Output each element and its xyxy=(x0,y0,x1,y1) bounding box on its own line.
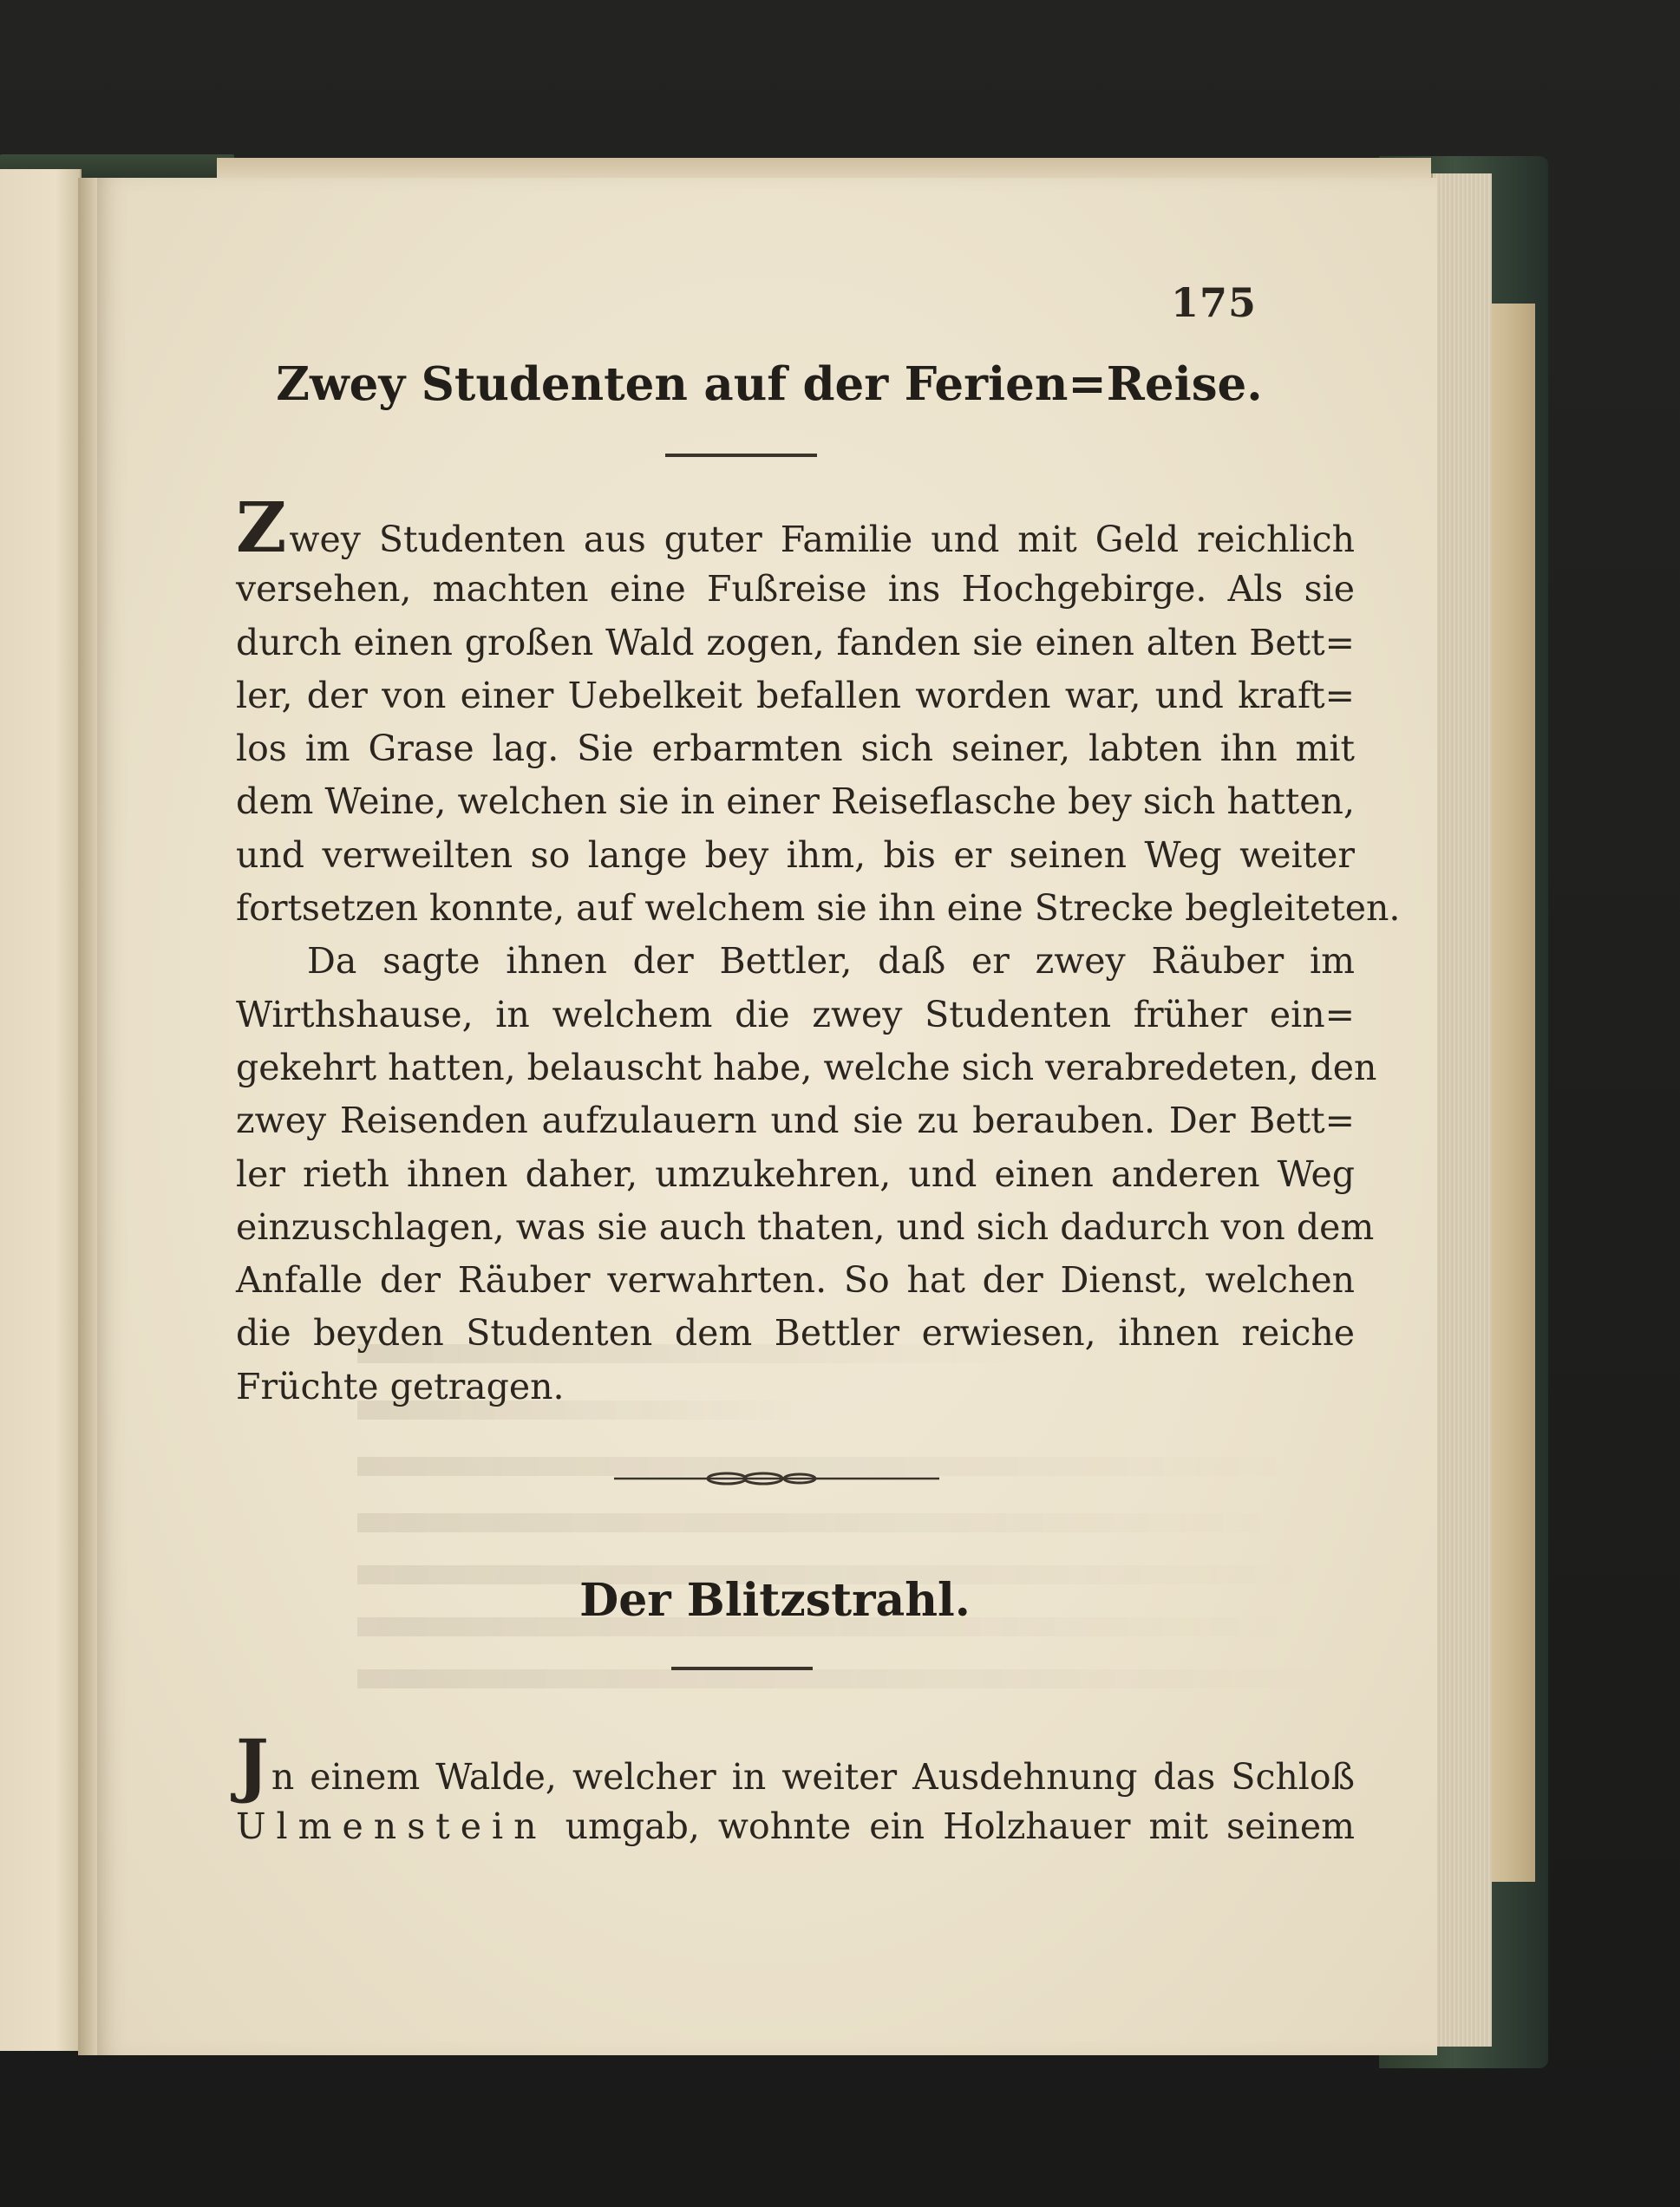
text-line: versehen, machten eine Fußreise ins Hochgebirge. Als sie xyxy=(236,568,1355,611)
text-line: Da sagte ihnen der Bettler, daß er zwey Räuber im xyxy=(307,940,1355,983)
text-line: die beyden Studenten dem Bettler erwiesen, ihnen reiche xyxy=(236,1312,1355,1355)
page-stack-edge xyxy=(1431,173,1492,2047)
story-title-2: Der Blitzstrahl. xyxy=(579,1574,971,1627)
text-line: los im Grase lag. Sie erbarmten sich seiner, labten ihn mit xyxy=(236,728,1355,770)
facing-page-edge xyxy=(0,169,82,2051)
drop-cap: Z xyxy=(236,486,287,568)
text-line: Anfalle der Räuber verwahrten. So hat der Dienst, welchen xyxy=(236,1259,1355,1302)
title-rule-2 xyxy=(671,1667,813,1670)
text-line: ler rieth ihnen daher, umzukehren, und einen anderen Weg xyxy=(236,1152,1355,1195)
text-line: Zwey Studenten aus guter Familie und mit Geld reichlich xyxy=(236,486,1355,568)
title-rule xyxy=(665,454,817,457)
text-line: fortsetzen konnte, auf welchem sie ihn eine Strecke begleiteten. xyxy=(236,887,1401,930)
text-line: ler, der von einer Uebelkeit befallen worden war, und kraft= xyxy=(236,674,1355,716)
text-line: Früchte getragen. xyxy=(236,1365,565,1407)
text-line: dem Weine, welchen sie in einer Reiseflasche bey sich hatten, xyxy=(236,780,1355,823)
text-line: Wirthshause, in welchem die zwey Studenten früher ein= xyxy=(236,993,1355,1035)
story-body xyxy=(236,486,1401,1414)
story-title: Zwey Studenten auf der Ferien=Reise. xyxy=(276,357,1263,411)
drop-cap-2: J xyxy=(236,1724,269,1805)
text-line: Ulmenstein umgab, wohnte ein Holzhauer mit seinem xyxy=(236,1805,1355,1848)
text-line: Jn einem Walde, welcher in weiter Ausdehnung das Schloß xyxy=(236,1724,1355,1805)
text-line: gekehrt hatten, belauscht habe, welche sich verabredeten, den xyxy=(236,1046,1377,1088)
text-line: einzuschlagen, was sie auch thaten, und sich dadurch von dem xyxy=(236,1205,1375,1248)
spaced-name: Ulmenstein xyxy=(236,1805,547,1848)
text-line: und verweilten so lange bey ihm, bis er seinen Weg weiter xyxy=(236,833,1355,876)
text-line: zwey Reisenden aufzulauern und sie zu berauben. Der Bett= xyxy=(236,1100,1355,1142)
section-ornament xyxy=(614,1466,939,1492)
story-body-2 xyxy=(236,1724,1355,1854)
text-line: durch einen großen Wald zogen, fanden sie einen alten Bett= xyxy=(236,621,1355,663)
page-number: 175 xyxy=(1170,279,1257,326)
book-page xyxy=(97,178,1437,2055)
